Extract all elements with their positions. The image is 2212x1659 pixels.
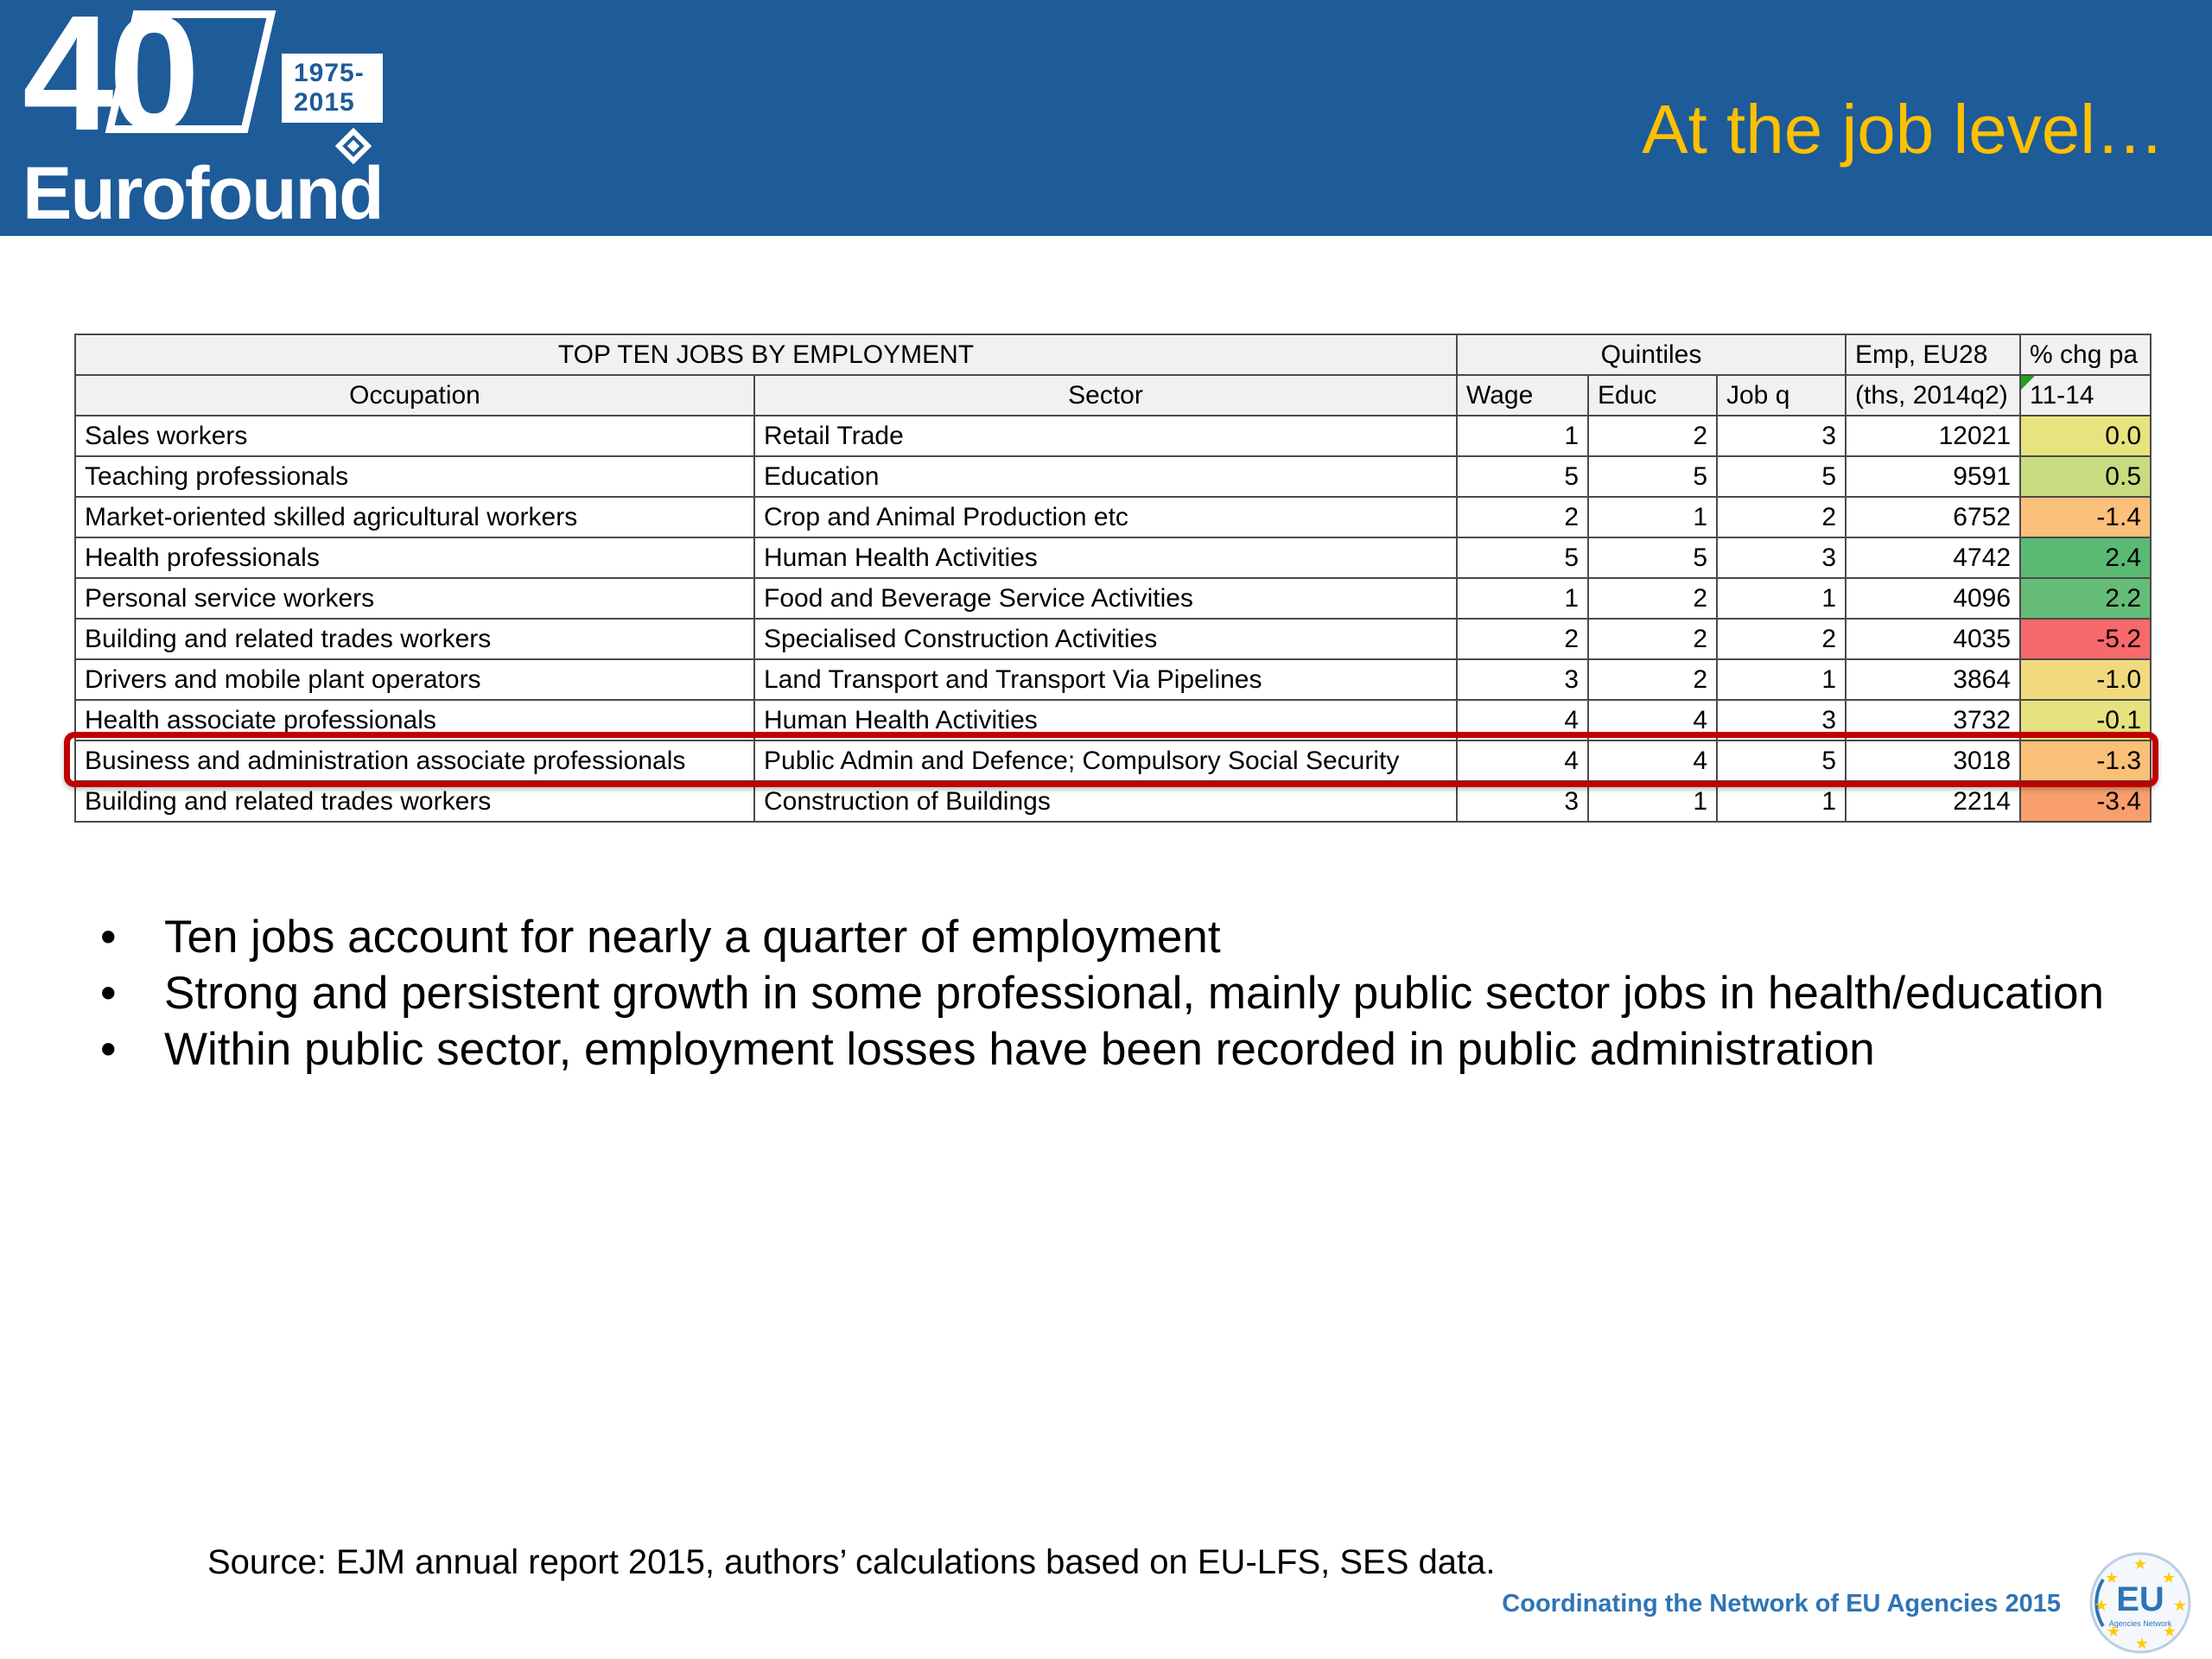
cell-emp: 6752 xyxy=(1846,497,2020,537)
cell-chg: -3.4 xyxy=(2020,781,2151,822)
cell-occupation: Business and administration associate professionals xyxy=(75,741,754,781)
cell-educ: 1 xyxy=(1588,781,1717,822)
bullet-item xyxy=(100,911,2157,964)
table-row xyxy=(75,497,2151,537)
cell-chg: -1.4 xyxy=(2020,497,2151,537)
excel-flag-triangle-icon xyxy=(2021,376,2035,390)
cell-educ: 2 xyxy=(1588,659,1717,700)
cell-jobq: 3 xyxy=(1717,700,1846,741)
col-header-occupation: Occupation xyxy=(75,375,754,416)
cell-wage: 4 xyxy=(1457,700,1588,741)
cell-occupation: Building and related trades workers xyxy=(75,781,754,822)
cell-jobq: 5 xyxy=(1717,741,1846,781)
source-note: Source: EJM annual report 2015, authors’ calculations based on EU-LFS, SES data. xyxy=(207,1543,1496,1581)
cell-sector: Retail Trade xyxy=(754,416,1457,456)
table-group-header-row xyxy=(75,334,2151,375)
cell-occupation: Drivers and mobile plant operators xyxy=(75,659,754,700)
cell-chg: 2.4 xyxy=(2020,537,2151,578)
cell-educ: 5 xyxy=(1588,537,1717,578)
cell-educ: 1 xyxy=(1588,497,1717,537)
cell-sector: Specialised Construction Activities xyxy=(754,619,1457,659)
bullet-text: • Strong and persistent growth in some professional, mainly public sector jobs in health/education xyxy=(164,968,2104,1019)
cell-educ: 2 xyxy=(1588,578,1717,619)
col-header-chg-label: 11-14 xyxy=(2030,380,2094,410)
table-row-highlighted xyxy=(75,741,2151,781)
eu-agencies-logo xyxy=(2088,1550,2193,1656)
cell-jobq: 2 xyxy=(1717,497,1846,537)
cell-sector: Human Health Activities xyxy=(754,537,1457,578)
cell-occupation: Market-oriented skilled agricultural workers xyxy=(75,497,754,537)
cell-occupation: Teaching professionals xyxy=(75,456,754,497)
cell-wage: 3 xyxy=(1457,781,1588,822)
eurofound-logo xyxy=(22,0,383,235)
jobs-table xyxy=(74,334,2152,823)
logo-40-block xyxy=(22,0,383,165)
cell-chg: 2.2 xyxy=(2020,578,2151,619)
cell-occupation: Building and related trades workers xyxy=(75,619,754,659)
cell-jobq: 5 xyxy=(1717,456,1846,497)
bullet-item xyxy=(100,1023,2157,1077)
cell-sector: Land Transport and Transport Via Pipelines xyxy=(754,659,1457,700)
cell-emp: 4096 xyxy=(1846,578,2020,619)
col-header-jobq: Job q xyxy=(1717,375,1846,416)
cell-chg: -1.0 xyxy=(2020,659,2151,700)
cell-wage: 5 xyxy=(1457,537,1588,578)
svg-text:★: ★ xyxy=(2161,1569,2177,1587)
cell-jobq: 3 xyxy=(1717,537,1846,578)
table-row xyxy=(75,700,2151,741)
cell-wage: 4 xyxy=(1457,741,1588,781)
cell-educ: 4 xyxy=(1588,700,1717,741)
cell-emp: 4742 xyxy=(1846,537,2020,578)
cell-wage: 1 xyxy=(1457,578,1588,619)
table-row xyxy=(75,537,2151,578)
logo-number: 40 xyxy=(22,0,195,165)
bullet-item xyxy=(100,967,2157,1020)
bullet-text: • Within public sector, employment losses have been recorded in public administration xyxy=(164,1024,1875,1075)
logo-brand: Eurofound xyxy=(22,152,383,235)
table-row xyxy=(75,578,2151,619)
quintiles-group-header: Quintiles xyxy=(1457,334,1846,375)
cell-jobq: 1 xyxy=(1717,781,1846,822)
cell-sector: Construction of Buildings xyxy=(754,781,1457,822)
cell-sector: Education xyxy=(754,456,1457,497)
cell-chg: 0.0 xyxy=(2020,416,2151,456)
col-header-sector: Sector xyxy=(754,375,1457,416)
logo-brand-row xyxy=(22,154,383,233)
svg-text:★: ★ xyxy=(2172,1597,2188,1615)
col-header-educ: Educ xyxy=(1588,375,1717,416)
svg-text:★: ★ xyxy=(2104,1569,2120,1587)
cell-emp: 12021 xyxy=(1846,416,2020,456)
footer-coordinating-text: Coordinating the Network of EU Agencies 2015 xyxy=(1502,1590,2061,1618)
svg-text:★: ★ xyxy=(2162,1623,2177,1641)
cell-sector: Human Health Activities xyxy=(754,700,1457,741)
cell-wage: 3 xyxy=(1457,659,1588,700)
cell-chg: -5.2 xyxy=(2020,619,2151,659)
col-header-chg xyxy=(2020,375,2151,416)
cell-chg: -0.1 xyxy=(2020,700,2151,741)
cell-emp: 9591 xyxy=(1846,456,2020,497)
cell-jobq: 2 xyxy=(1717,619,1846,659)
cell-jobq: 1 xyxy=(1717,659,1846,700)
table-row xyxy=(75,781,2151,822)
table-row xyxy=(75,659,2151,700)
cell-wage: 1 xyxy=(1457,416,1588,456)
cell-occupation: Health associate professionals xyxy=(75,700,754,741)
svg-text:★: ★ xyxy=(2094,1597,2109,1615)
cell-occupation: Personal service workers xyxy=(75,578,754,619)
bullet-text: • Ten jobs account for nearly a quarter of employment xyxy=(164,912,1221,963)
cell-emp: 3018 xyxy=(1846,741,2020,781)
cell-educ: 5 xyxy=(1588,456,1717,497)
header-banner xyxy=(0,0,2212,236)
jobs-table-wrap xyxy=(74,334,2152,823)
cell-jobq: 3 xyxy=(1717,416,1846,456)
svg-text:★: ★ xyxy=(2106,1623,2121,1641)
cell-sector: Public Admin and Defence; Compulsory Social Security xyxy=(754,741,1457,781)
cell-educ: 4 xyxy=(1588,741,1717,781)
cell-emp: 3732 xyxy=(1846,700,2020,741)
cell-sector: Food and Beverage Service Activities xyxy=(754,578,1457,619)
col-header-wage: Wage xyxy=(1457,375,1588,416)
eu-logo-subtext: Agencies Network xyxy=(2108,1619,2172,1628)
cell-occupation: Sales workers xyxy=(75,416,754,456)
table-column-header-row xyxy=(75,375,2151,416)
cell-wage: 2 xyxy=(1457,619,1588,659)
table-row xyxy=(75,619,2151,659)
table-title: TOP TEN JOBS BY EMPLOYMENT xyxy=(75,334,1457,375)
cell-educ: 2 xyxy=(1588,416,1717,456)
logo-years-badge: 1975-2015 xyxy=(282,54,383,123)
emp-group-header: Emp, EU28 xyxy=(1846,334,2020,375)
cell-educ: 2 xyxy=(1588,619,1717,659)
cell-occupation: Health professionals xyxy=(75,537,754,578)
eu-logo-text: EU xyxy=(2116,1580,2164,1618)
cell-emp: 3864 xyxy=(1846,659,2020,700)
chg-group-header: % chg pa xyxy=(2020,334,2151,375)
bullet-list xyxy=(100,911,2157,1079)
cell-chg: -1.3 xyxy=(2020,741,2151,781)
slide-title: At the job level… xyxy=(1642,91,2164,168)
table-row xyxy=(75,416,2151,456)
cell-emp: 2214 xyxy=(1846,781,2020,822)
cell-jobq: 1 xyxy=(1717,578,1846,619)
svg-text:★: ★ xyxy=(2134,1635,2150,1653)
cell-wage: 5 xyxy=(1457,456,1588,497)
col-header-emp: (ths, 2014q2) xyxy=(1846,375,2020,416)
cell-sector: Crop and Animal Production etc xyxy=(754,497,1457,537)
cell-wage: 2 xyxy=(1457,497,1588,537)
cell-emp: 4035 xyxy=(1846,619,2020,659)
table-row xyxy=(75,456,2151,497)
svg-text:★: ★ xyxy=(2133,1555,2148,1573)
cell-chg: 0.5 xyxy=(2020,456,2151,497)
